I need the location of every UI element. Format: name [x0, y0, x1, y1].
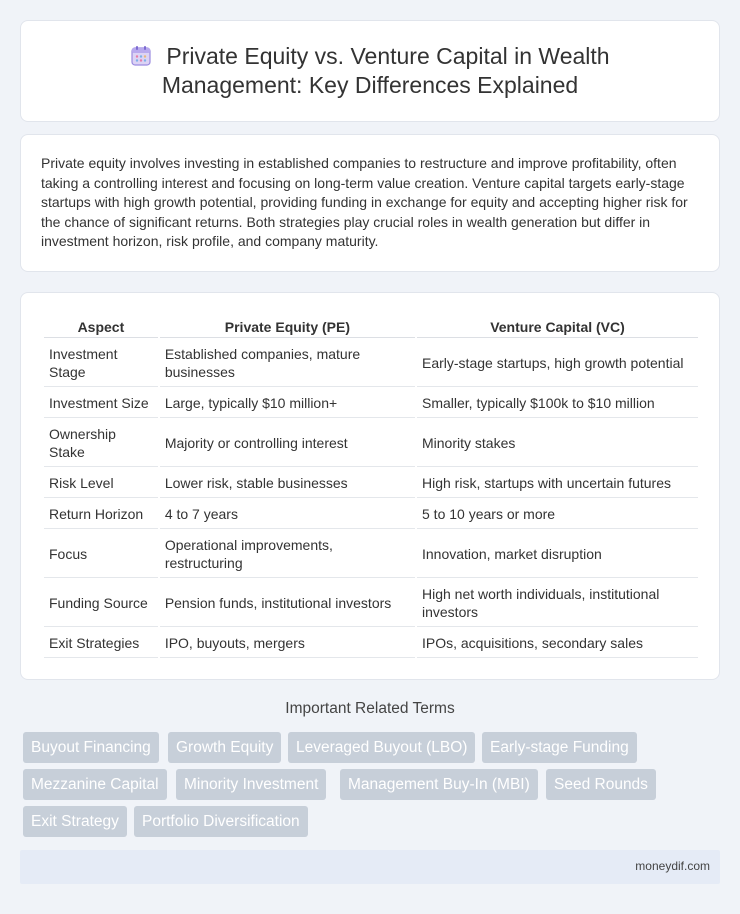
vc-cell: IPOs, acquisitions, secondary sales — [417, 629, 698, 658]
pe-cell: Operational improvements, restructuring — [160, 531, 415, 578]
intro-paragraph: Private equity involves investing in established companies to restructure and improve profitability, often taking a controlling interest and focusing on long-term value creation. Venture capital targets early-stage startups with high growth potential, providing funding in exchange for equity and accepting higher risk for the chance of significant returns. Both strategies play crucial roles in wealth generation but differ in investment horizon, risk profile, and company maturity. — [41, 155, 688, 250]
aspect-cell: Return Horizon — [44, 500, 158, 529]
tag-mezzanine-capital[interactable]: Mezzanine Capital — [23, 769, 167, 800]
vc-cell: Innovation, market disruption — [417, 531, 698, 578]
related-terms-title: Important Related Terms — [285, 700, 455, 717]
intro-card — [20, 134, 720, 272]
tag-early-stage-funding[interactable]: Early-stage Funding — [482, 732, 637, 763]
vc-cell: High risk, startups with uncertain futures — [417, 469, 698, 498]
tag-portfolio-diversification[interactable]: Portfolio Diversification — [134, 806, 308, 837]
table-row — [44, 531, 698, 578]
column-header-aspect: Aspect — [44, 317, 158, 338]
vc-cell: Smaller, typically $100k to $10 million — [417, 389, 698, 418]
aspect-cell: Ownership Stake — [44, 420, 158, 467]
page-title — [90, 42, 650, 100]
column-header-vc: Venture Capital (VC) — [417, 317, 698, 338]
vc-cell: High net worth individuals, institutional investors — [417, 580, 698, 627]
calendar-icon — [130, 45, 152, 67]
pe-cell: Majority or controlling interest — [160, 420, 415, 467]
table-row — [44, 500, 698, 529]
pe-cell: Established companies, mature businesses — [160, 340, 415, 387]
page-title-text: Private Equity vs. Venture Capital in Wealth Management: Key Differences Explained — [161, 43, 610, 98]
pe-cell: Large, typically $10 million+ — [160, 389, 415, 418]
column-header-pe: Private Equity (PE) — [160, 317, 415, 338]
pe-cell: IPO, buyouts, mergers — [160, 629, 415, 658]
tag-minority-investment[interactable]: Minority Investment — [176, 769, 326, 800]
title-card — [20, 20, 720, 122]
comparison-table — [42, 315, 700, 660]
pe-cell: 4 to 7 years — [160, 500, 415, 529]
aspect-cell: Focus — [44, 531, 158, 578]
tag-growth-equity[interactable]: Growth Equity — [168, 732, 281, 763]
table-row — [44, 580, 698, 627]
pe-cell: Pension funds, institutional investors — [160, 580, 415, 627]
vc-cell: Early-stage startups, high growth potential — [417, 340, 698, 387]
table-header-row — [44, 317, 698, 338]
pe-cell: Lower risk, stable businesses — [160, 469, 415, 498]
aspect-cell: Investment Size — [44, 389, 158, 418]
aspect-cell: Investment Stage — [44, 340, 158, 387]
aspect-cell: Funding Source — [44, 580, 158, 627]
aspect-cell: Risk Level — [44, 469, 158, 498]
table-row — [44, 389, 698, 418]
tag-leveraged-buyout[interactable]: Leveraged Buyout (LBO) — [288, 732, 475, 763]
footer — [20, 850, 720, 884]
table-row — [44, 340, 698, 387]
comparison-table-card — [20, 292, 720, 680]
footer-site-link[interactable]: moneydif.com — [635, 859, 710, 873]
aspect-cell: Exit Strategies — [44, 629, 158, 658]
table-row — [44, 629, 698, 658]
vc-cell: 5 to 10 years or more — [417, 500, 698, 529]
table-row — [44, 469, 698, 498]
vc-cell: Minority stakes — [417, 420, 698, 467]
table-row — [44, 420, 698, 467]
tag-management-buy-in[interactable]: Management Buy-In (MBI) — [340, 769, 538, 800]
tag-exit-strategy[interactable]: Exit Strategy — [23, 806, 127, 837]
tag-seed-rounds[interactable]: Seed Rounds — [546, 769, 656, 800]
tag-buyout-financing[interactable]: Buyout Financing — [23, 732, 159, 763]
